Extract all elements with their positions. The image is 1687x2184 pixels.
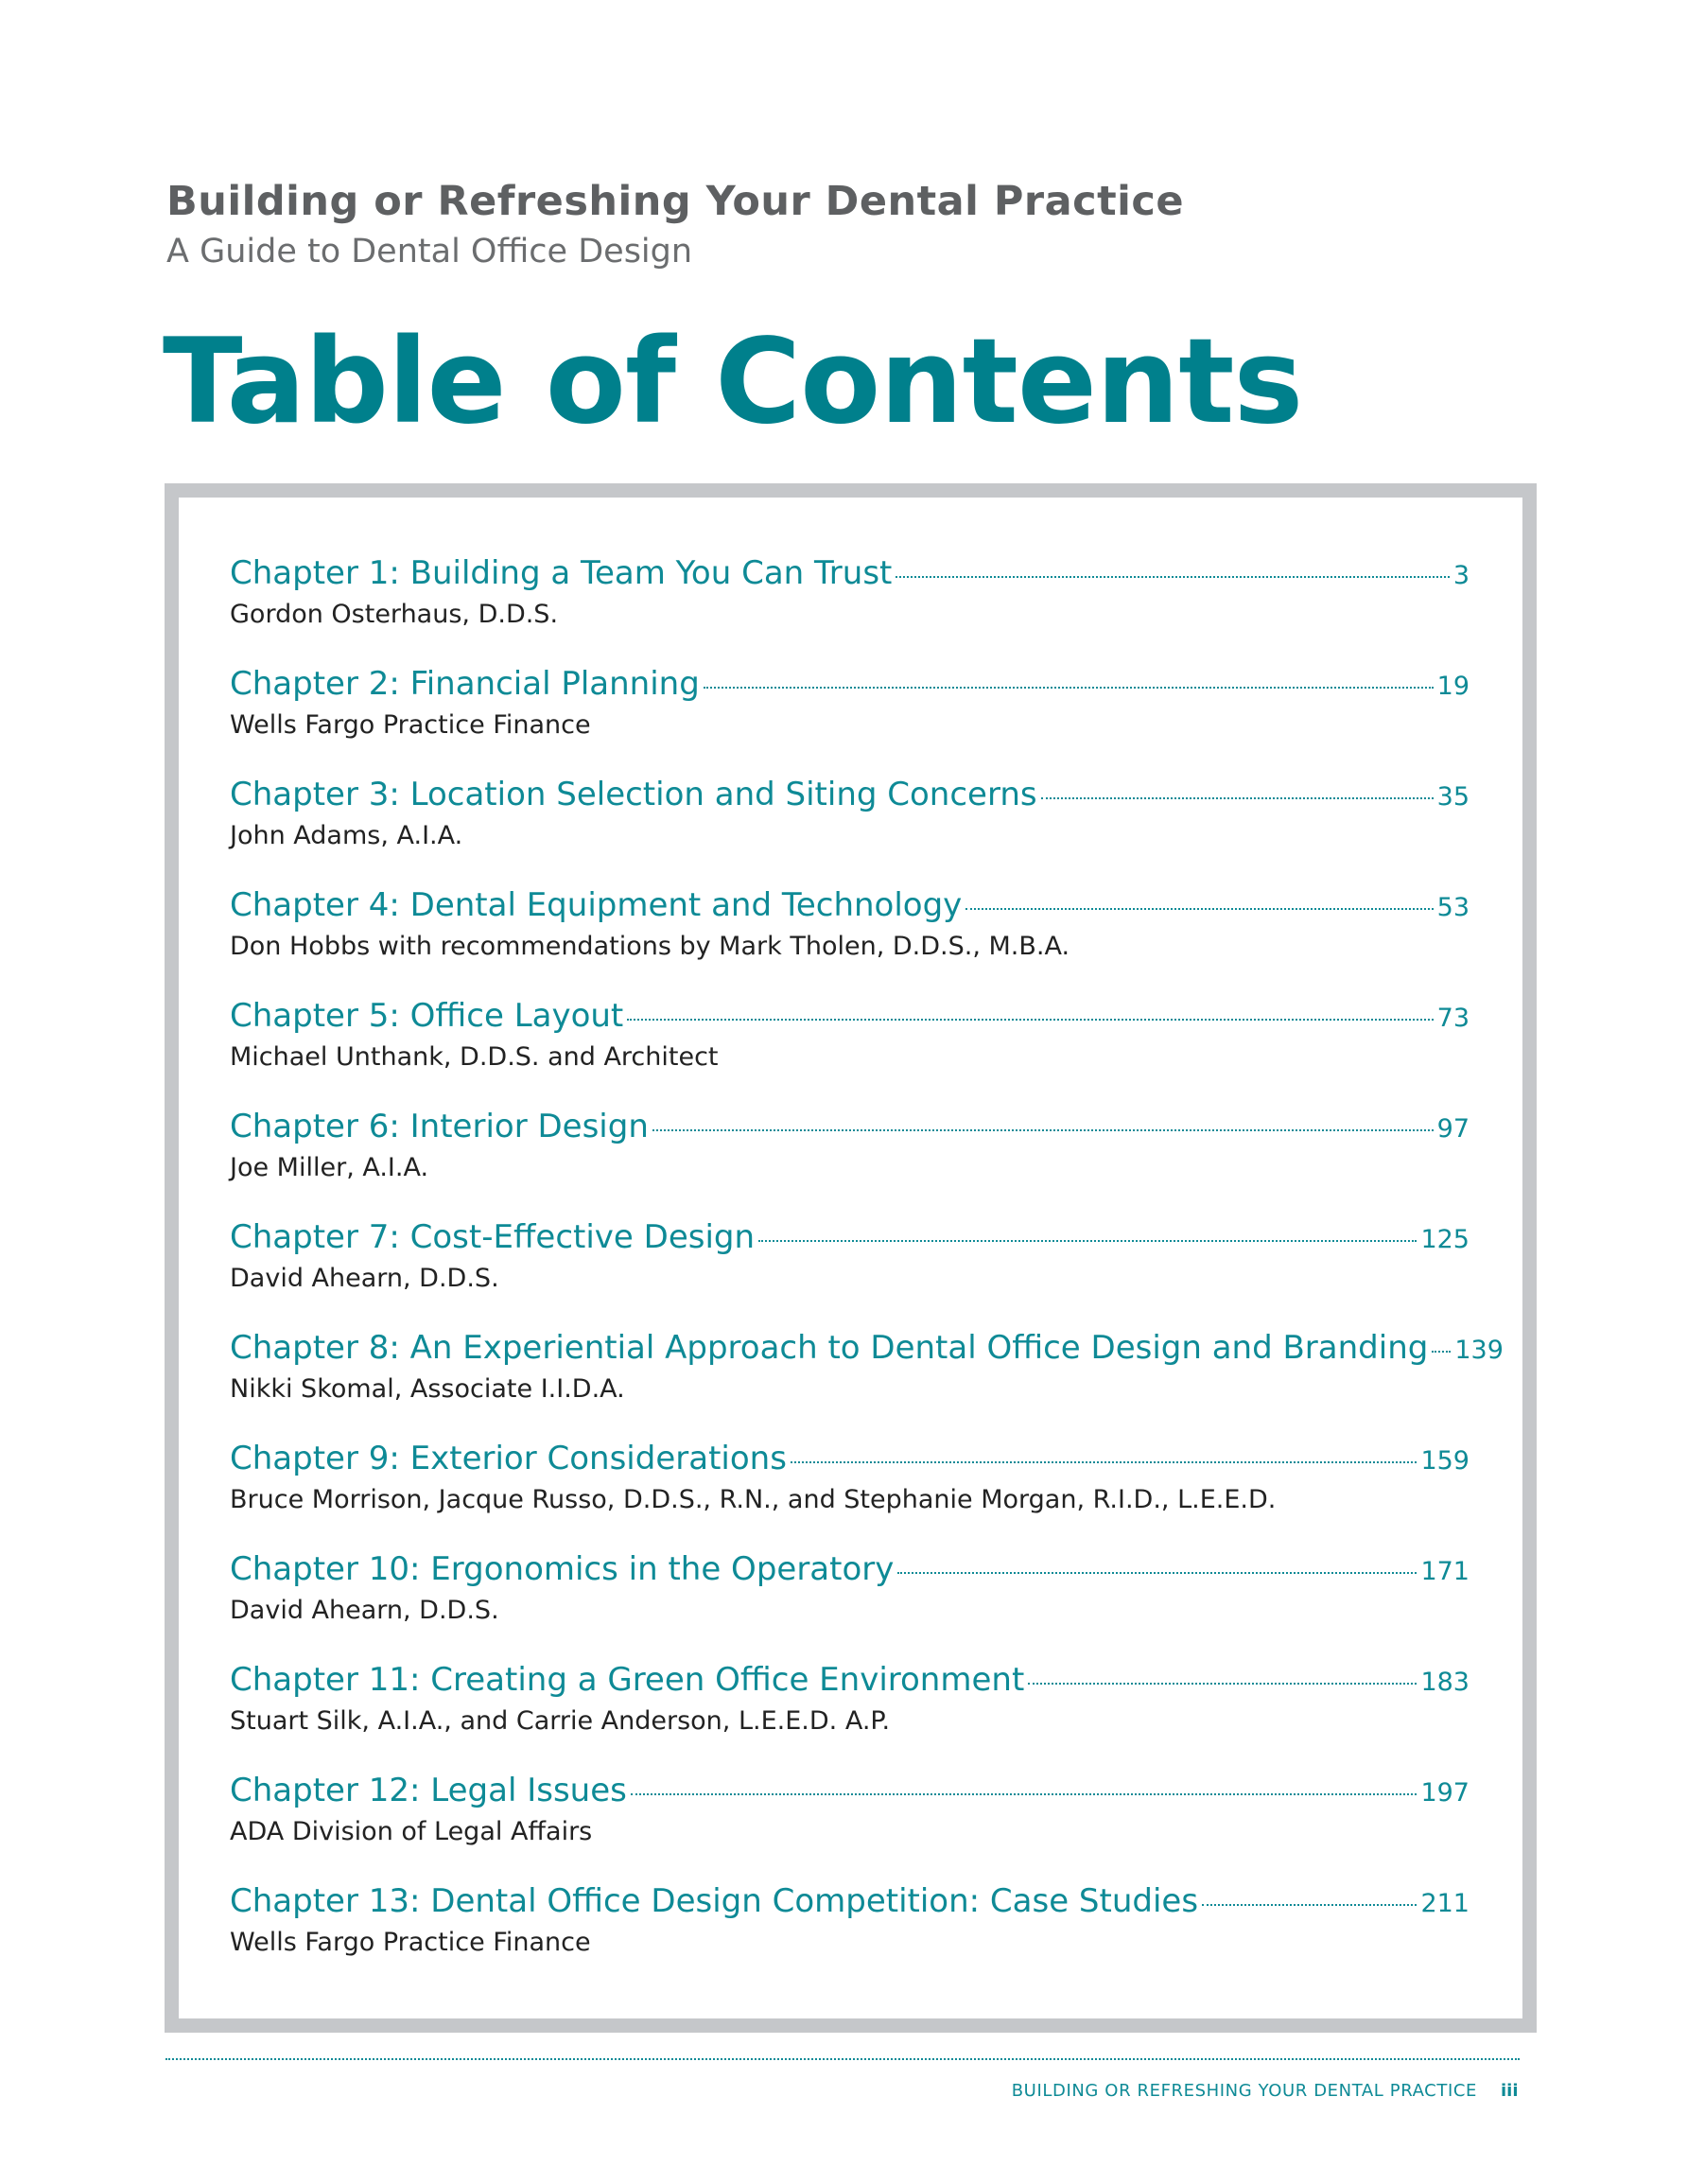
toc-line [230,997,1470,1040]
toc-entry-chapter-3[interactable] [230,776,1470,886]
toc-line [230,1550,1470,1594]
chapter-author: David Ahearn, D.D.S. [230,1596,499,1625]
chapter-author: Nikki Skomal, Associate I.I.D.A. [230,1374,625,1404]
page-number: 183 [1420,1668,1470,1697]
book-title: Building or Refreshing Your Dental Practice [166,178,1185,225]
chapter-title[interactable]: Chapter 4: Dental Equipment and Technology [230,886,963,924]
chapter-author: John Adams, A.I.A. [230,821,463,850]
page-number: 53 [1436,893,1470,922]
toc-entry-chapter-7[interactable] [230,1218,1470,1329]
toc-line [230,1772,1470,1815]
dot-leader [704,687,1434,689]
dot-leader [1041,797,1434,799]
toc-entry-chapter-8[interactable] [230,1329,1504,1440]
footer-page-number: iii [1501,2081,1519,2101]
toc-heading: Table of Contents [163,314,1303,450]
chapter-title[interactable]: Chapter 9: Exterior Considerations [230,1440,787,1477]
toc-line [230,665,1470,708]
chapter-author: David Ahearn, D.D.S. [230,1264,499,1293]
dot-leader [896,576,1449,578]
dot-leader [1432,1351,1451,1353]
dot-leader [627,1019,1433,1021]
toc-entry-chapter-1[interactable] [230,554,1470,665]
dot-leader [897,1572,1417,1574]
toc-line [230,1440,1470,1483]
chapter-author: Joe Miller, A.I.A. [230,1153,429,1182]
dot-leader [652,1129,1434,1131]
chapter-title[interactable]: Chapter 7: Cost-Effective Design [230,1218,756,1256]
toc-entry-chapter-2[interactable] [230,665,1470,776]
toc-entry-chapter-9[interactable] [230,1440,1470,1550]
chapter-title[interactable]: Chapter 3: Location Selection and Siting Concerns [230,776,1037,813]
chapter-author: ADA Division of Legal Affairs [230,1817,593,1846]
toc-entry-chapter-12[interactable] [230,1772,1470,1882]
dot-leader [965,908,1433,910]
toc-entry-chapter-6[interactable] [230,1108,1470,1218]
page-number: 35 [1436,782,1470,812]
page-number: 139 [1454,1336,1504,1365]
dot-leader [758,1240,1417,1242]
toc-list [230,554,1504,1993]
chapter-title[interactable]: Chapter 8: An Experiential Approach to Dental Office Design and Branding [230,1329,1429,1367]
chapter-author: Gordon Osterhaus, D.D.S. [230,600,559,629]
toc-entry-chapter-5[interactable] [230,997,1470,1108]
page-number: 3 [1452,561,1470,590]
book-subtitle: A Guide to Dental Office Design [166,233,693,271]
toc-line [230,554,1470,598]
page-number: 19 [1436,672,1470,701]
chapter-title[interactable]: Chapter 10: Ergonomics in the Operatory [230,1550,895,1588]
chapter-author: Wells Fargo Practice Finance [230,710,591,740]
toc-line [230,1882,1470,1926]
toc-entry-chapter-13[interactable] [230,1882,1470,1993]
toc-entry-chapter-11[interactable] [230,1661,1470,1772]
toc-line [230,1329,1504,1372]
chapter-author: Stuart Silk, A.I.A., and Carrie Anderson, L.E.E.D. A.P. [230,1706,891,1736]
page-number: 159 [1420,1446,1470,1476]
toc-line [230,1218,1470,1262]
chapter-title[interactable]: Chapter 11: Creating a Green Office Environment [230,1661,1025,1699]
chapter-author: Michael Unthank, D.D.S. and Architect [230,1042,719,1072]
toc-box [165,483,1537,2033]
toc-line [230,1108,1470,1151]
chapter-title[interactable]: Chapter 2: Financial Planning [230,665,700,703]
dot-leader [1028,1683,1417,1685]
page-number: 171 [1420,1557,1470,1586]
chapter-author: Bruce Morrison, Jacque Russo, D.D.S., R.N., and Stephanie Morgan, R.I.D., L.E.E.D. [230,1485,1277,1514]
toc-line [230,776,1470,819]
toc-entry-chapter-10[interactable] [230,1550,1470,1661]
page-number: 197 [1420,1778,1470,1808]
page-number: 211 [1420,1889,1470,1918]
page-number: 125 [1420,1225,1470,1254]
toc-line [230,1661,1470,1704]
chapter-title[interactable]: Chapter 5: Office Layout [230,997,624,1035]
footer-running-title: BUILDING OR REFRESHING YOUR DENTAL PRACTICE [1011,2081,1477,2101]
page-number: 97 [1436,1114,1470,1144]
chapter-title[interactable]: Chapter 1: Building a Team You Can Trust [230,554,893,592]
chapter-title[interactable]: Chapter 6: Interior Design [230,1108,649,1145]
page-number: 73 [1436,1004,1470,1033]
dot-leader [791,1461,1417,1463]
dot-leader [1202,1904,1417,1906]
toc-entry-chapter-4[interactable] [230,886,1470,997]
chapter-title[interactable]: Chapter 13: Dental Office Design Competition: Case Studies [230,1882,1199,1920]
footer-divider [165,2058,1520,2060]
chapter-title[interactable]: Chapter 12: Legal Issues [230,1772,627,1809]
dot-leader [631,1793,1417,1795]
chapter-author: Don Hobbs with recommendations by Mark Tholen, D.D.S., M.B.A. [230,932,1070,961]
chapter-author: Wells Fargo Practice Finance [230,1928,591,1957]
toc-line [230,886,1470,930]
